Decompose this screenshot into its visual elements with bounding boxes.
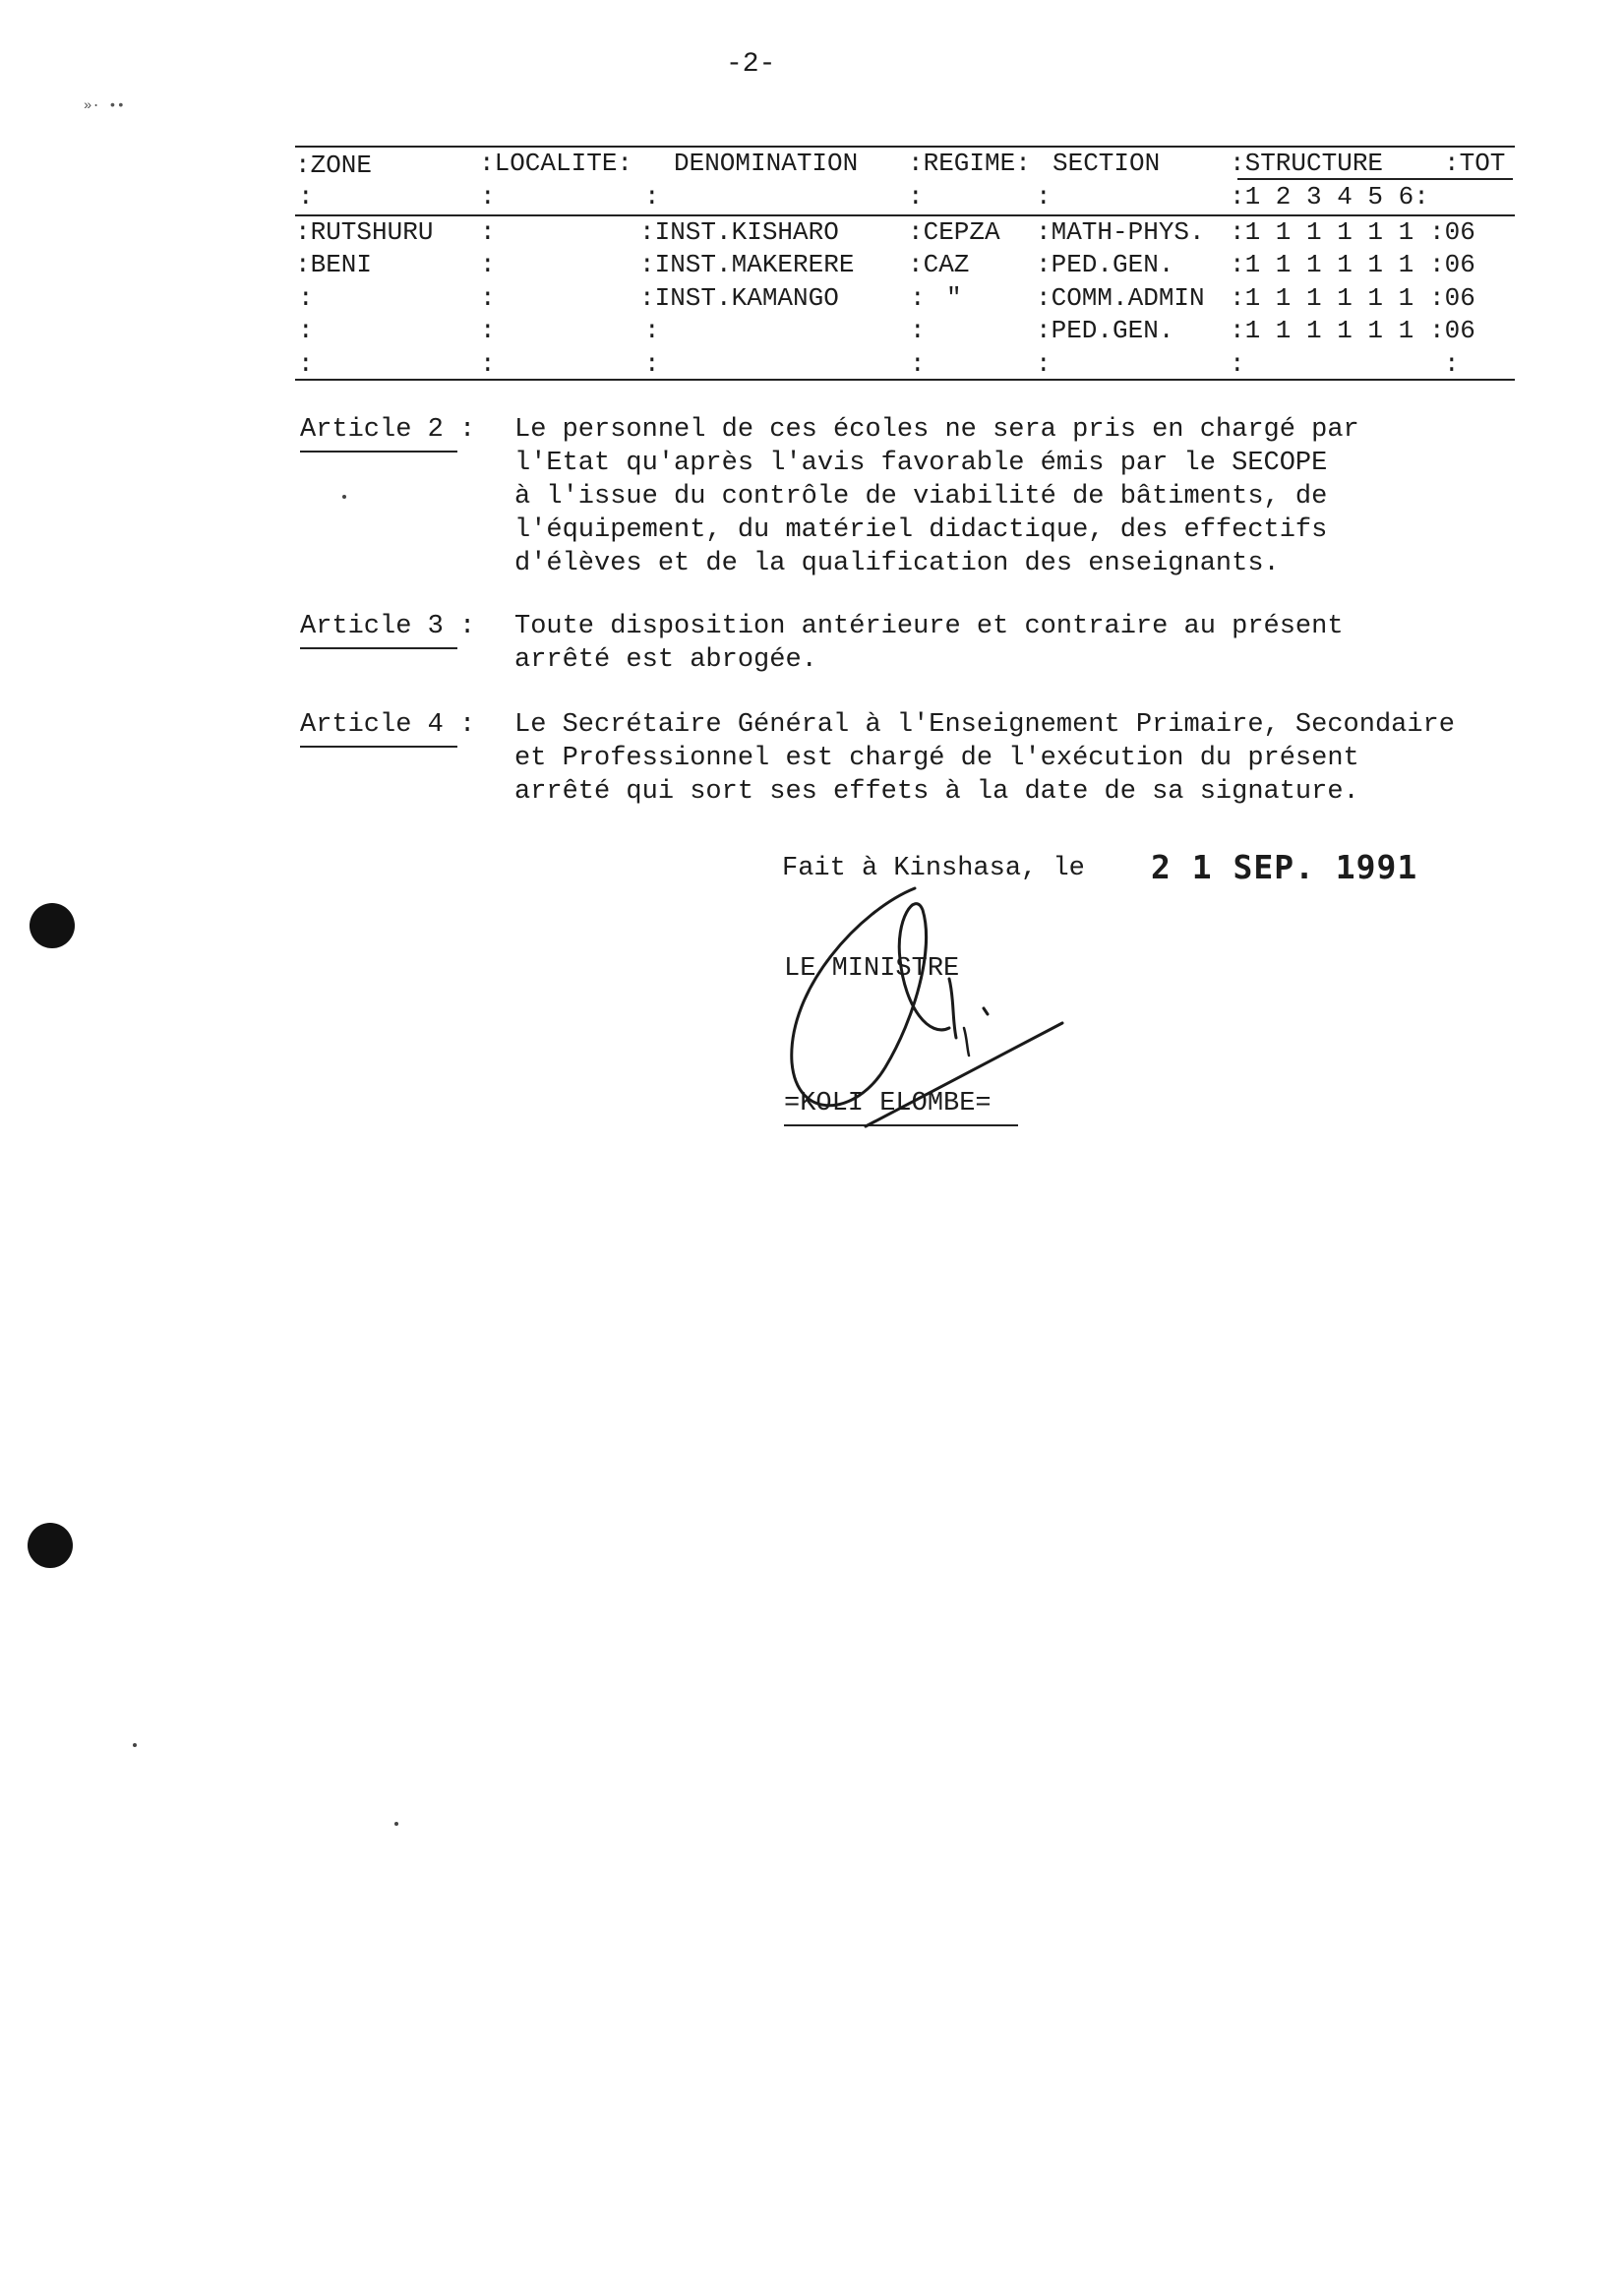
table-bottom-rule — [295, 379, 1515, 381]
row4-zone-colon: : — [298, 316, 314, 345]
row3-section: :COMM.ADMIN — [1036, 283, 1205, 313]
header-zone: :ZONE — [295, 151, 373, 180]
page-number: -2- — [726, 49, 776, 80]
header-colon: : — [1036, 182, 1052, 211]
handwritten-signature — [767, 880, 1082, 1136]
scan-speck — [133, 1743, 137, 1747]
row2-localite-colon: : — [480, 250, 496, 279]
header-colon: : — [644, 182, 660, 211]
row2-structure: :1 1 1 1 1 1 — [1230, 250, 1414, 279]
scan-speck — [342, 495, 346, 499]
row4-section: :PED.GEN. — [1036, 316, 1174, 345]
header-tot: :TOT — [1444, 149, 1506, 178]
row1-localite-colon: : — [480, 217, 496, 247]
row2-denomination: :INST.MAKERERE — [639, 250, 855, 279]
row4-regime-colon: : — [910, 316, 926, 345]
row5-colon: : — [480, 349, 496, 379]
article-2-label-text: Article 2 : — [300, 415, 476, 445]
article-2-underline — [300, 451, 457, 453]
place-and-date: Fait à Kinshasa, le — [782, 854, 1085, 883]
article-2-label — [300, 413, 475, 447]
row1-denomination: :INST.KISHARO — [639, 217, 839, 247]
row5-colon: : — [298, 349, 314, 379]
article-4-underline — [300, 746, 457, 748]
row1-structure: :1 1 1 1 1 1 — [1230, 217, 1414, 247]
row4-denomination-colon: : — [644, 316, 660, 345]
row1-tot: :06 — [1429, 217, 1475, 247]
date-stamp: 2 1 SEP. 1991 — [1151, 848, 1418, 886]
article-2-text: Le personnel de ces écoles ne sera pris en chargé par l'Etat qu'après l'avis favorable émis par le SECOPE à l'issue du contrôle de viabilité de bâtiments, de l'équipement, du matériel didactique, des effectifs d'élèves et de la qualification des enseignants. — [514, 415, 1359, 578]
row5-colon: : — [1444, 349, 1460, 379]
row5-colon: : — [1230, 349, 1245, 379]
article-4-label — [300, 708, 475, 742]
article-4-text: Le Secrétaire Général à l'Enseignement Primaire, Secondaire et Professionnel est chargé de l'exécution du présent arrêté qui sort ses effets à la date de sa signature. — [514, 710, 1455, 807]
row5-colon: : — [1036, 349, 1052, 379]
header-denomination: DENOMINATION — [674, 149, 859, 178]
punch-hole-bottom — [28, 1523, 73, 1568]
stray-marks: »· •• — [84, 98, 126, 114]
minister-name: =KOLI ELOMBE= — [784, 1089, 992, 1118]
article-3-underline — [300, 647, 457, 649]
row5-colon: : — [644, 349, 660, 379]
header-colon: : — [480, 182, 496, 211]
article-3-text: Toute disposition antérieure et contraire au présent arrêté est abrogée. — [514, 612, 1344, 675]
structure-numbers: :1 2 3 4 5 6: — [1230, 182, 1429, 211]
header-section: SECTION — [1053, 149, 1161, 178]
row3-zone-colon: : — [298, 283, 314, 313]
header-colon: : — [908, 182, 924, 211]
row2-section: :PED.GEN. — [1036, 250, 1174, 279]
row4-structure: :1 1 1 1 1 1 — [1230, 316, 1414, 345]
row4-tot: :06 — [1429, 316, 1475, 345]
header-regime: :REGIME: — [908, 149, 1031, 178]
header-structure: :STRUCTURE — [1230, 149, 1384, 178]
article-3-label-text: Article 3 : — [300, 612, 476, 641]
row3-localite-colon: : — [480, 283, 496, 313]
row3-structure: :1 1 1 1 1 1 — [1230, 283, 1414, 313]
minister-title: LE MINISTRE — [784, 954, 960, 984]
punch-hole-top — [30, 903, 75, 948]
row3-regime-colon: : — [910, 283, 926, 313]
row1-zone: :RUTSHURU — [295, 217, 434, 247]
row3-denomination: :INST.KAMANGO — [639, 283, 839, 313]
row3-tot: :06 — [1429, 283, 1475, 313]
row2-tot: :06 — [1429, 250, 1475, 279]
scan-speck — [394, 1822, 398, 1826]
row3-regime: " — [946, 283, 962, 313]
row1-section: :MATH-PHYS. — [1036, 217, 1205, 247]
row2-zone: :BENI — [295, 250, 373, 279]
row5-colon: : — [910, 349, 926, 379]
row4-localite-colon: : — [480, 316, 496, 345]
header-localite: :LOCALITE: — [479, 149, 633, 178]
header-colon: : — [298, 182, 314, 211]
row2-regime: :CAZ — [908, 250, 970, 279]
article-3-label — [300, 610, 475, 643]
article-4-label-text: Article 4 : — [300, 710, 476, 740]
row1-regime: :CEPZA — [908, 217, 1000, 247]
